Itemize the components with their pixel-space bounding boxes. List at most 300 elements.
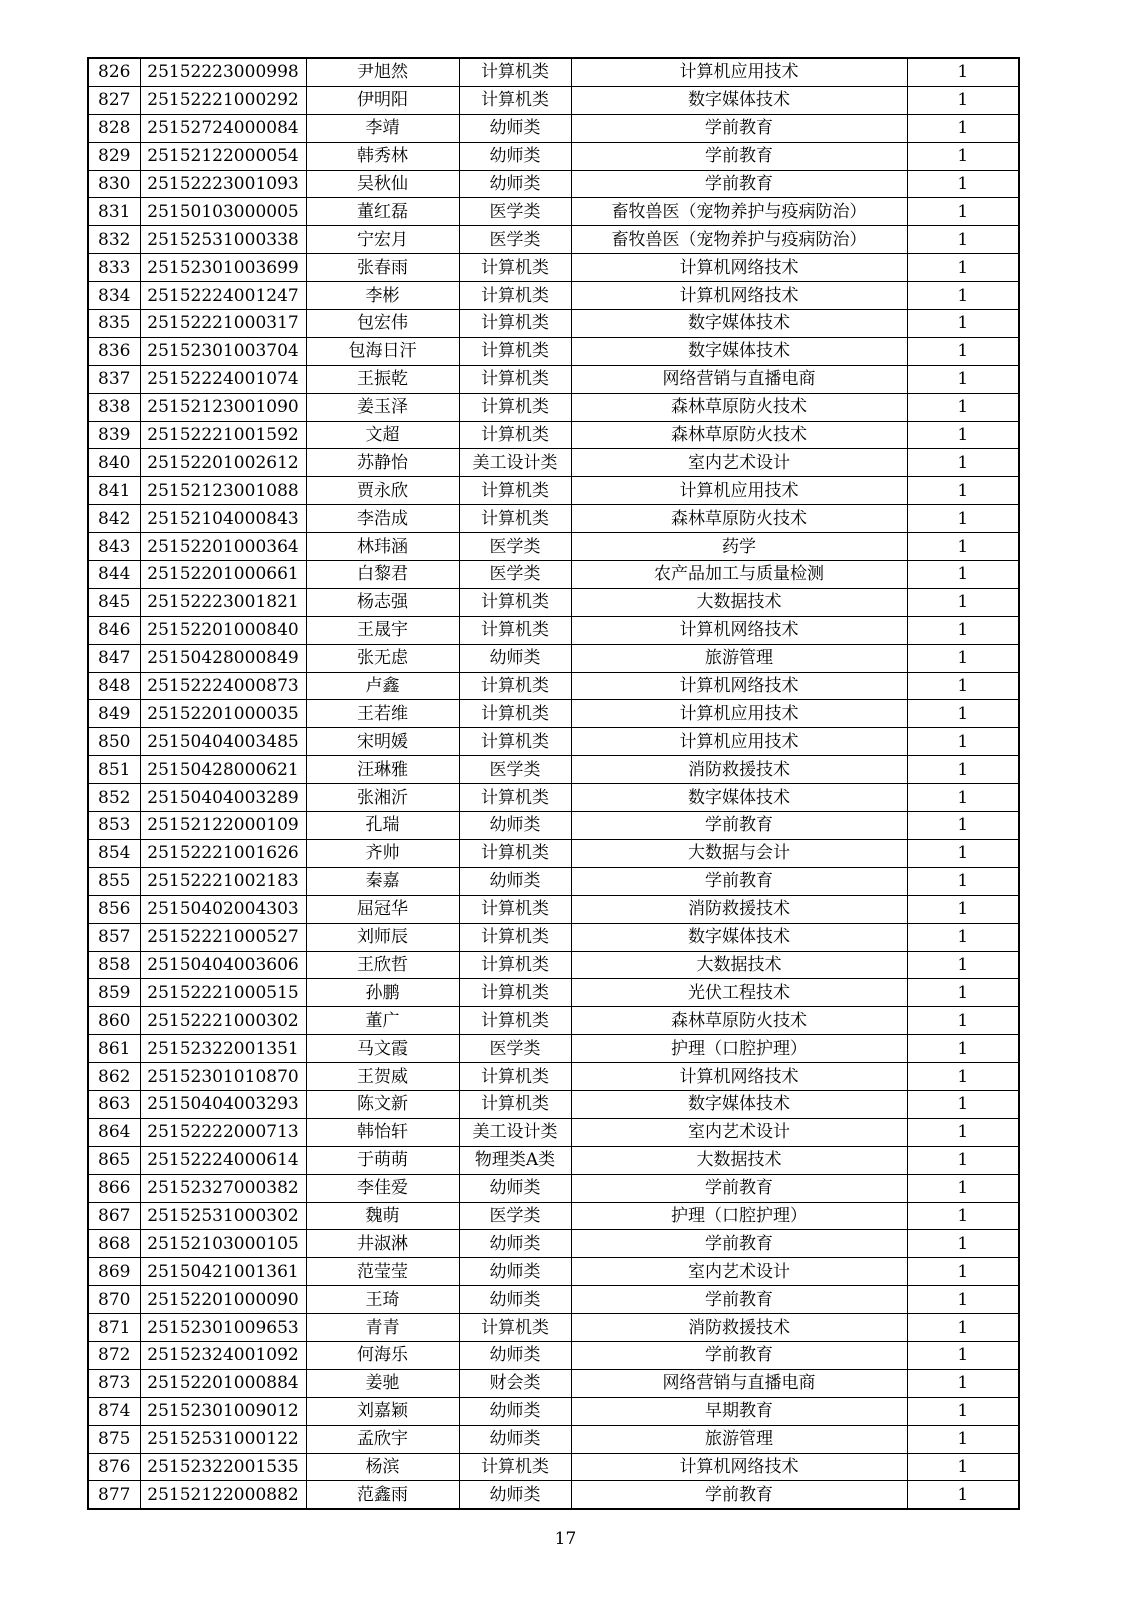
major-cell: 网络营销与直播电商: [571, 1369, 907, 1397]
major-cell: 计算机网络技术: [571, 254, 907, 282]
row-number-cell: 843: [88, 533, 140, 561]
major-cell: 农产品加工与质量检测: [571, 561, 907, 589]
exam-id-cell: 25152224001074: [140, 365, 306, 393]
exam-id-cell: 25150421001361: [140, 1258, 306, 1286]
row-number-cell: 854: [88, 839, 140, 867]
category-cell: 计算机类: [459, 979, 571, 1007]
student-name-cell: 张湘沂: [306, 784, 459, 812]
exam-id-cell: 25150404003606: [140, 951, 306, 979]
exam-id-cell: 25152123001090: [140, 393, 306, 421]
category-cell: 计算机类: [459, 700, 571, 728]
major-cell: 大数据与会计: [571, 839, 907, 867]
student-name-cell: 齐帅: [306, 839, 459, 867]
count-cell: 1: [907, 421, 1019, 449]
category-cell: 财会类: [459, 1369, 571, 1397]
student-name-cell: 李彬: [306, 282, 459, 310]
table-row: [88, 365, 1019, 393]
count-cell: 1: [907, 895, 1019, 923]
category-cell: 计算机类: [459, 951, 571, 979]
student-name-cell: 青青: [306, 1314, 459, 1342]
count-cell: 1: [907, 1258, 1019, 1286]
table-row: [88, 1035, 1019, 1063]
count-cell: 1: [907, 784, 1019, 812]
major-cell: 计算机网络技术: [571, 1453, 907, 1481]
count-cell: 1: [907, 1202, 1019, 1230]
major-cell: 学前教育: [571, 170, 907, 198]
category-cell: 计算机类: [459, 1063, 571, 1091]
table-row: [88, 421, 1019, 449]
major-cell: 学前教育: [571, 142, 907, 170]
count-cell: 1: [907, 86, 1019, 114]
count-cell: 1: [907, 1230, 1019, 1258]
table-row: [88, 337, 1019, 365]
student-name-cell: 王振乾: [306, 365, 459, 393]
table-row: [88, 310, 1019, 338]
student-name-cell: 卢鑫: [306, 672, 459, 700]
major-cell: 畜牧兽医（宠物养护与疫病防治）: [571, 198, 907, 226]
table-row: [88, 561, 1019, 589]
category-cell: 幼师类: [459, 142, 571, 170]
row-number-cell: 832: [88, 226, 140, 254]
count-cell: 1: [907, 1007, 1019, 1035]
student-name-cell: 马文霞: [306, 1035, 459, 1063]
exam-id-cell: 25152103000105: [140, 1230, 306, 1258]
row-number-cell: 848: [88, 672, 140, 700]
category-cell: 医学类: [459, 198, 571, 226]
student-name-cell: 包宏伟: [306, 310, 459, 338]
count-cell: 1: [907, 616, 1019, 644]
student-name-cell: 张无虑: [306, 644, 459, 672]
exam-id-cell: 25152531000302: [140, 1202, 306, 1230]
row-number-cell: 830: [88, 170, 140, 198]
row-number-cell: 838: [88, 393, 140, 421]
student-name-cell: 姜玉泽: [306, 393, 459, 421]
count-cell: 1: [907, 142, 1019, 170]
category-cell: 幼师类: [459, 1230, 571, 1258]
count-cell: 1: [907, 393, 1019, 421]
exam-id-cell: 25152221001626: [140, 839, 306, 867]
count-cell: 1: [907, 1063, 1019, 1091]
exam-id-cell: 25152201000090: [140, 1286, 306, 1314]
row-number-cell: 862: [88, 1063, 140, 1091]
major-cell: 数字媒体技术: [571, 923, 907, 951]
table-row: [88, 784, 1019, 812]
student-name-cell: 林玮涵: [306, 533, 459, 561]
count-cell: 1: [907, 477, 1019, 505]
count-cell: 1: [907, 588, 1019, 616]
student-name-cell: 杨滨: [306, 1453, 459, 1481]
table-row: [88, 756, 1019, 784]
count-cell: 1: [907, 365, 1019, 393]
student-name-cell: 包海日汗: [306, 337, 459, 365]
count-cell: 1: [907, 505, 1019, 533]
exam-id-cell: 25152327000382: [140, 1174, 306, 1202]
count-cell: 1: [907, 756, 1019, 784]
count-cell: 1: [907, 923, 1019, 951]
exam-id-cell: 25152201000884: [140, 1369, 306, 1397]
major-cell: 药学: [571, 533, 907, 561]
count-cell: 1: [907, 812, 1019, 840]
student-name-cell: 李佳爱: [306, 1174, 459, 1202]
exam-id-cell: 25152123001088: [140, 477, 306, 505]
count-cell: 1: [907, 1035, 1019, 1063]
student-name-cell: 秦嘉: [306, 867, 459, 895]
count-cell: 1: [907, 449, 1019, 477]
major-cell: 森林草原防火技术: [571, 421, 907, 449]
table-row: [88, 114, 1019, 142]
category-cell: 医学类: [459, 1035, 571, 1063]
table-row: [88, 1090, 1019, 1118]
exam-id-cell: 25150404003289: [140, 784, 306, 812]
row-number-cell: 864: [88, 1118, 140, 1146]
count-cell: 1: [907, 226, 1019, 254]
admission-table: [87, 57, 1020, 1510]
row-number-cell: 850: [88, 728, 140, 756]
count-cell: 1: [907, 310, 1019, 338]
exam-id-cell: 25152104000843: [140, 505, 306, 533]
table-row: [88, 170, 1019, 198]
major-cell: 消防救援技术: [571, 1314, 907, 1342]
count-cell: 1: [907, 1146, 1019, 1174]
count-cell: 1: [907, 1118, 1019, 1146]
major-cell: 计算机网络技术: [571, 282, 907, 310]
table-row: [88, 867, 1019, 895]
exam-id-cell: 25150103000005: [140, 198, 306, 226]
exam-id-cell: 25152221000292: [140, 86, 306, 114]
student-name-cell: 董广: [306, 1007, 459, 1035]
student-name-cell: 李靖: [306, 114, 459, 142]
major-cell: 数字媒体技术: [571, 784, 907, 812]
count-cell: 1: [907, 1481, 1019, 1509]
exam-id-cell: 25152322001535: [140, 1453, 306, 1481]
table-row: [88, 672, 1019, 700]
row-number-cell: 840: [88, 449, 140, 477]
exam-id-cell: 25152531000338: [140, 226, 306, 254]
row-number-cell: 837: [88, 365, 140, 393]
major-cell: 森林草原防火技术: [571, 393, 907, 421]
row-number-cell: 863: [88, 1090, 140, 1118]
table-row: [88, 1481, 1019, 1509]
category-cell: 计算机类: [459, 728, 571, 756]
major-cell: 计算机网络技术: [571, 616, 907, 644]
category-cell: 计算机类: [459, 337, 571, 365]
major-cell: 计算机应用技术: [571, 58, 907, 86]
exam-id-cell: 25152221000317: [140, 310, 306, 338]
count-cell: 1: [907, 1425, 1019, 1453]
category-cell: 计算机类: [459, 310, 571, 338]
count-cell: 1: [907, 979, 1019, 1007]
exam-id-cell: 25152224001247: [140, 282, 306, 310]
category-cell: 计算机类: [459, 505, 571, 533]
row-number-cell: 859: [88, 979, 140, 1007]
student-name-cell: 刘师辰: [306, 923, 459, 951]
category-cell: 幼师类: [459, 1341, 571, 1369]
table-row: [88, 1230, 1019, 1258]
table-row: [88, 644, 1019, 672]
row-number-cell: 845: [88, 588, 140, 616]
major-cell: 学前教育: [571, 867, 907, 895]
table-row: [88, 1369, 1019, 1397]
category-cell: 幼师类: [459, 170, 571, 198]
count-cell: 1: [907, 1090, 1019, 1118]
row-number-cell: 876: [88, 1453, 140, 1481]
count-cell: 1: [907, 700, 1019, 728]
count-cell: 1: [907, 337, 1019, 365]
major-cell: 森林草原防火技术: [571, 505, 907, 533]
major-cell: 大数据技术: [571, 1146, 907, 1174]
row-number-cell: 852: [88, 784, 140, 812]
major-cell: 旅游管理: [571, 1425, 907, 1453]
category-cell: 计算机类: [459, 282, 571, 310]
exam-id-cell: 25152224000873: [140, 672, 306, 700]
table-row: [88, 1258, 1019, 1286]
major-cell: 大数据技术: [571, 588, 907, 616]
category-cell: 计算机类: [459, 393, 571, 421]
table-row: [88, 226, 1019, 254]
category-cell: 计算机类: [459, 58, 571, 86]
major-cell: 计算机应用技术: [571, 728, 907, 756]
exam-id-cell: 25152301009012: [140, 1397, 306, 1425]
row-number-cell: 834: [88, 282, 140, 310]
exam-id-cell: 25152221000515: [140, 979, 306, 1007]
category-cell: 计算机类: [459, 895, 571, 923]
category-cell: 计算机类: [459, 839, 571, 867]
exam-id-cell: 25152221001592: [140, 421, 306, 449]
row-number-cell: 871: [88, 1314, 140, 1342]
row-number-cell: 866: [88, 1174, 140, 1202]
exam-id-cell: 25152724000084: [140, 114, 306, 142]
row-number-cell: 846: [88, 616, 140, 644]
exam-id-cell: 25152122000882: [140, 1481, 306, 1509]
table-row: [88, 1286, 1019, 1314]
student-name-cell: 范莹莹: [306, 1258, 459, 1286]
category-cell: 幼师类: [459, 1258, 571, 1286]
table-row: [88, 1397, 1019, 1425]
row-number-cell: 826: [88, 58, 140, 86]
major-cell: 旅游管理: [571, 644, 907, 672]
exam-id-cell: 25150402004303: [140, 895, 306, 923]
row-number-cell: 865: [88, 1146, 140, 1174]
student-name-cell: 李浩成: [306, 505, 459, 533]
exam-id-cell: 25150428000849: [140, 644, 306, 672]
category-cell: 幼师类: [459, 114, 571, 142]
row-number-cell: 831: [88, 198, 140, 226]
page-number: 17: [554, 1529, 577, 1549]
row-number-cell: 877: [88, 1481, 140, 1509]
row-number-cell: 860: [88, 1007, 140, 1035]
category-cell: 计算机类: [459, 616, 571, 644]
student-name-cell: 伊明阳: [306, 86, 459, 114]
student-name-cell: 白黎君: [306, 561, 459, 589]
student-name-cell: 韩怡轩: [306, 1118, 459, 1146]
table-row: [88, 951, 1019, 979]
category-cell: 计算机类: [459, 421, 571, 449]
row-number-cell: 841: [88, 477, 140, 505]
major-cell: 光伏工程技术: [571, 979, 907, 1007]
row-number-cell: 836: [88, 337, 140, 365]
count-cell: 1: [907, 1369, 1019, 1397]
row-number-cell: 849: [88, 700, 140, 728]
student-name-cell: 姜驰: [306, 1369, 459, 1397]
category-cell: 幼师类: [459, 1481, 571, 1509]
count-cell: 1: [907, 951, 1019, 979]
table-row: [88, 1341, 1019, 1369]
row-number-cell: 874: [88, 1397, 140, 1425]
table-row: [88, 616, 1019, 644]
count-cell: 1: [907, 198, 1019, 226]
row-number-cell: 828: [88, 114, 140, 142]
category-cell: 计算机类: [459, 365, 571, 393]
row-number-cell: 851: [88, 756, 140, 784]
row-number-cell: 839: [88, 421, 140, 449]
category-cell: 幼师类: [459, 1286, 571, 1314]
exam-id-cell: 25152224000614: [140, 1146, 306, 1174]
major-cell: 森林草原防火技术: [571, 1007, 907, 1035]
row-number-cell: 847: [88, 644, 140, 672]
count-cell: 1: [907, 533, 1019, 561]
table-row: [88, 700, 1019, 728]
row-number-cell: 868: [88, 1230, 140, 1258]
table-row: [88, 533, 1019, 561]
major-cell: 早期教育: [571, 1397, 907, 1425]
exam-id-cell: 25152201000364: [140, 533, 306, 561]
count-cell: 1: [907, 728, 1019, 756]
student-name-cell: 于萌萌: [306, 1146, 459, 1174]
table-row: [88, 477, 1019, 505]
major-cell: 学前教育: [571, 1286, 907, 1314]
exam-id-cell: 25152122000054: [140, 142, 306, 170]
row-number-cell: 842: [88, 505, 140, 533]
table-row: [88, 1314, 1019, 1342]
category-cell: 幼师类: [459, 644, 571, 672]
student-name-cell: 杨志强: [306, 588, 459, 616]
major-cell: 消防救援技术: [571, 895, 907, 923]
table-row: [88, 198, 1019, 226]
count-cell: 1: [907, 867, 1019, 895]
student-name-cell: 王若维: [306, 700, 459, 728]
major-cell: 消防救援技术: [571, 756, 907, 784]
table-row: [88, 505, 1019, 533]
category-cell: 美工设计类: [459, 1118, 571, 1146]
student-name-cell: 宁宏月: [306, 226, 459, 254]
table-row: [88, 58, 1019, 86]
student-name-cell: 文超: [306, 421, 459, 449]
category-cell: 幼师类: [459, 1174, 571, 1202]
category-cell: 计算机类: [459, 1007, 571, 1035]
student-name-cell: 宋明媛: [306, 728, 459, 756]
exam-id-cell: 25150404003485: [140, 728, 306, 756]
student-name-cell: 屈冠华: [306, 895, 459, 923]
table-row: [88, 254, 1019, 282]
major-cell: 学前教育: [571, 812, 907, 840]
student-name-cell: 王晟宇: [306, 616, 459, 644]
row-number-cell: 872: [88, 1341, 140, 1369]
table-row: [88, 1063, 1019, 1091]
major-cell: 室内艺术设计: [571, 1118, 907, 1146]
category-cell: 计算机类: [459, 588, 571, 616]
exam-id-cell: 25150428000621: [140, 756, 306, 784]
major-cell: 计算机网络技术: [571, 672, 907, 700]
table-row: [88, 393, 1019, 421]
table-row: [88, 812, 1019, 840]
exam-id-cell: 25152221002183: [140, 867, 306, 895]
category-cell: 医学类: [459, 533, 571, 561]
major-cell: 护理（口腔护理）: [571, 1035, 907, 1063]
exam-id-cell: 25152301003699: [140, 254, 306, 282]
exam-id-cell: 25150404003293: [140, 1090, 306, 1118]
exam-id-cell: 25152322001351: [140, 1035, 306, 1063]
count-cell: 1: [907, 1314, 1019, 1342]
major-cell: 畜牧兽医（宠物养护与疫病防治）: [571, 226, 907, 254]
exam-id-cell: 25152122000109: [140, 812, 306, 840]
row-number-cell: 827: [88, 86, 140, 114]
major-cell: 数字媒体技术: [571, 1090, 907, 1118]
exam-id-cell: 25152201000661: [140, 561, 306, 589]
row-number-cell: 829: [88, 142, 140, 170]
exam-id-cell: 25152301003704: [140, 337, 306, 365]
table-body: [88, 58, 1019, 1509]
category-cell: 计算机类: [459, 1453, 571, 1481]
student-name-cell: 陈文新: [306, 1090, 459, 1118]
major-cell: 数字媒体技术: [571, 337, 907, 365]
category-cell: 幼师类: [459, 1425, 571, 1453]
row-number-cell: 857: [88, 923, 140, 951]
major-cell: 计算机应用技术: [571, 477, 907, 505]
count-cell: 1: [907, 561, 1019, 589]
major-cell: 室内艺术设计: [571, 449, 907, 477]
row-number-cell: 853: [88, 812, 140, 840]
count-cell: 1: [907, 58, 1019, 86]
row-number-cell: 858: [88, 951, 140, 979]
exam-id-cell: 25152301009653: [140, 1314, 306, 1342]
exam-id-cell: 25152324001092: [140, 1341, 306, 1369]
category-cell: 计算机类: [459, 784, 571, 812]
category-cell: 计算机类: [459, 923, 571, 951]
count-cell: 1: [907, 170, 1019, 198]
category-cell: 美工设计类: [459, 449, 571, 477]
category-cell: 医学类: [459, 561, 571, 589]
exam-id-cell: 25152201002612: [140, 449, 306, 477]
category-cell: 计算机类: [459, 1314, 571, 1342]
student-name-cell: 张春雨: [306, 254, 459, 282]
category-cell: 幼师类: [459, 1397, 571, 1425]
major-cell: 学前教育: [571, 114, 907, 142]
student-name-cell: 王琦: [306, 1286, 459, 1314]
student-name-cell: 吴秋仙: [306, 170, 459, 198]
table-row: [88, 923, 1019, 951]
table-row: [88, 1007, 1019, 1035]
table-row: [88, 1174, 1019, 1202]
table-row: [88, 1453, 1019, 1481]
exam-id-cell: 25152223001821: [140, 588, 306, 616]
student-name-cell: 王贺威: [306, 1063, 459, 1091]
table-row: [88, 142, 1019, 170]
category-cell: 幼师类: [459, 867, 571, 895]
category-cell: 医学类: [459, 226, 571, 254]
row-number-cell: 856: [88, 895, 140, 923]
category-cell: 幼师类: [459, 812, 571, 840]
category-cell: 计算机类: [459, 1090, 571, 1118]
count-cell: 1: [907, 1341, 1019, 1369]
row-number-cell: 867: [88, 1202, 140, 1230]
count-cell: 1: [907, 839, 1019, 867]
exam-id-cell: 25152222000713: [140, 1118, 306, 1146]
count-cell: 1: [907, 254, 1019, 282]
exam-id-cell: 25152201000035: [140, 700, 306, 728]
row-number-cell: 870: [88, 1286, 140, 1314]
exam-id-cell: 25152221000527: [140, 923, 306, 951]
major-cell: 学前教育: [571, 1174, 907, 1202]
